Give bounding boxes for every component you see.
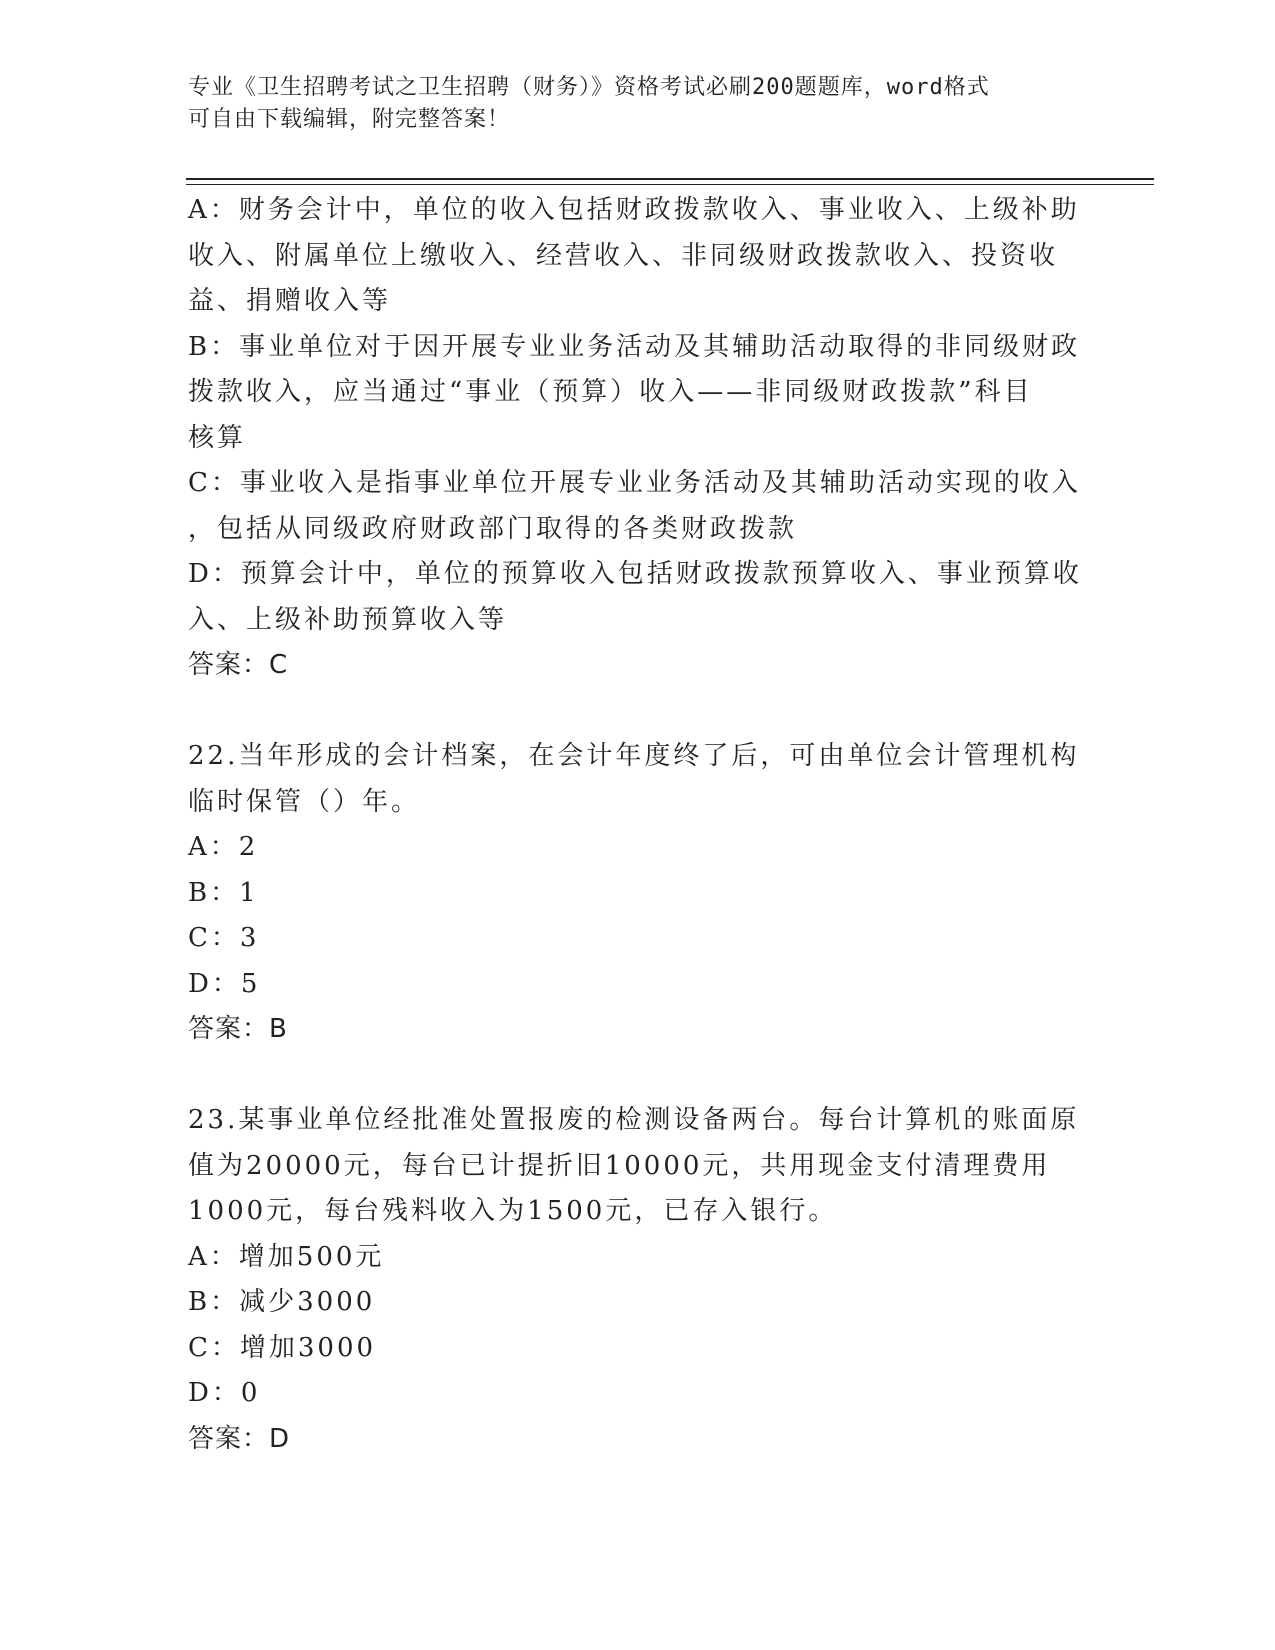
spacer [188, 689, 1088, 735]
document-header [188, 72, 1088, 136]
q21-option-d-line-2: 入、上级补助预算收入等 [188, 604, 508, 635]
q21-option-c-line-2: ，包括从同级政府财政部门取得的各类财政拨款 [188, 513, 798, 544]
q21-option-b-line-2: 拨款收入，应当通过“事业（预算）收入——非同级财政拨款”科目 [188, 377, 1033, 407]
q23-stem-line-3: 1000元，每台残料收入为1500元，已存入银行。 [188, 1196, 838, 1226]
q23-option-a: A：增加500元 [188, 1241, 385, 1272]
q23-option-c: C：增加3000 [188, 1332, 377, 1363]
q22-stem-line-2: 临时保管（）年。 [188, 786, 421, 817]
spacer [188, 1053, 1088, 1099]
q23-option-d: D：0 [188, 1378, 261, 1408]
question-21 [188, 188, 1088, 689]
q21-answer: 答案：C [188, 650, 289, 680]
question-content [188, 188, 1088, 1462]
q22-option-b: B：1 [188, 877, 259, 908]
q21-option-b-line-1: B：事业单位对于因开展专业业务活动及其辅助活动取得的非同级财政 [188, 331, 1081, 362]
q22-option-c: C：3 [188, 923, 260, 953]
question-22 [188, 734, 1088, 1053]
q22-stem-line-1: 22.当年形成的会计档案，在会计年度终了后，可由单位会计管理机构 [188, 741, 1080, 771]
header-line-1: 专业《卫生招聘考试之卫生招聘（财务）》资格考试必刷200题题库，word格式 [188, 75, 990, 100]
q21-option-d-line-1: D：预算会计中，单位的预算收入包括财政拨款预算收入、事业预算收 [188, 559, 1082, 589]
q23-stem-line-2: 值为20000元，每台已计提折旧10000元，共用现金支付清理费用 [188, 1150, 1051, 1181]
q21-option-c-line-1: C：事业收入是指事业单位开展专业业务活动及其辅助活动实现的收入 [188, 468, 1081, 498]
header-divider [186, 178, 1154, 185]
q22-answer: 答案：B [188, 1014, 288, 1044]
q21-option-b-line-3: 核算 [188, 422, 247, 453]
q21-option-a-line-3: 益、捐赠收入等 [188, 286, 392, 316]
q22-option-a: A：2 [188, 832, 259, 862]
q21-option-a-line-1: A：财务会计中，单位的收入包括财政拨款收入、事业收入、上级补助 [188, 195, 1080, 225]
q23-option-b: B：减少3000 [188, 1287, 376, 1317]
q23-answer: 答案：D [188, 1423, 291, 1454]
q21-option-a-line-2: 收入、附属单位上缴收入、经营收入、非同级财政拨款收入、投资收 [188, 240, 1059, 271]
q23-stem-line-1: 23.某事业单位经批准处置报废的检测设备两台。每台计算机的账面原 [188, 1105, 1080, 1135]
q22-option-d: D：5 [188, 968, 261, 999]
header-line-2: 可自由下载编辑，附完整答案！ [188, 107, 511, 132]
question-23 [188, 1098, 1088, 1462]
